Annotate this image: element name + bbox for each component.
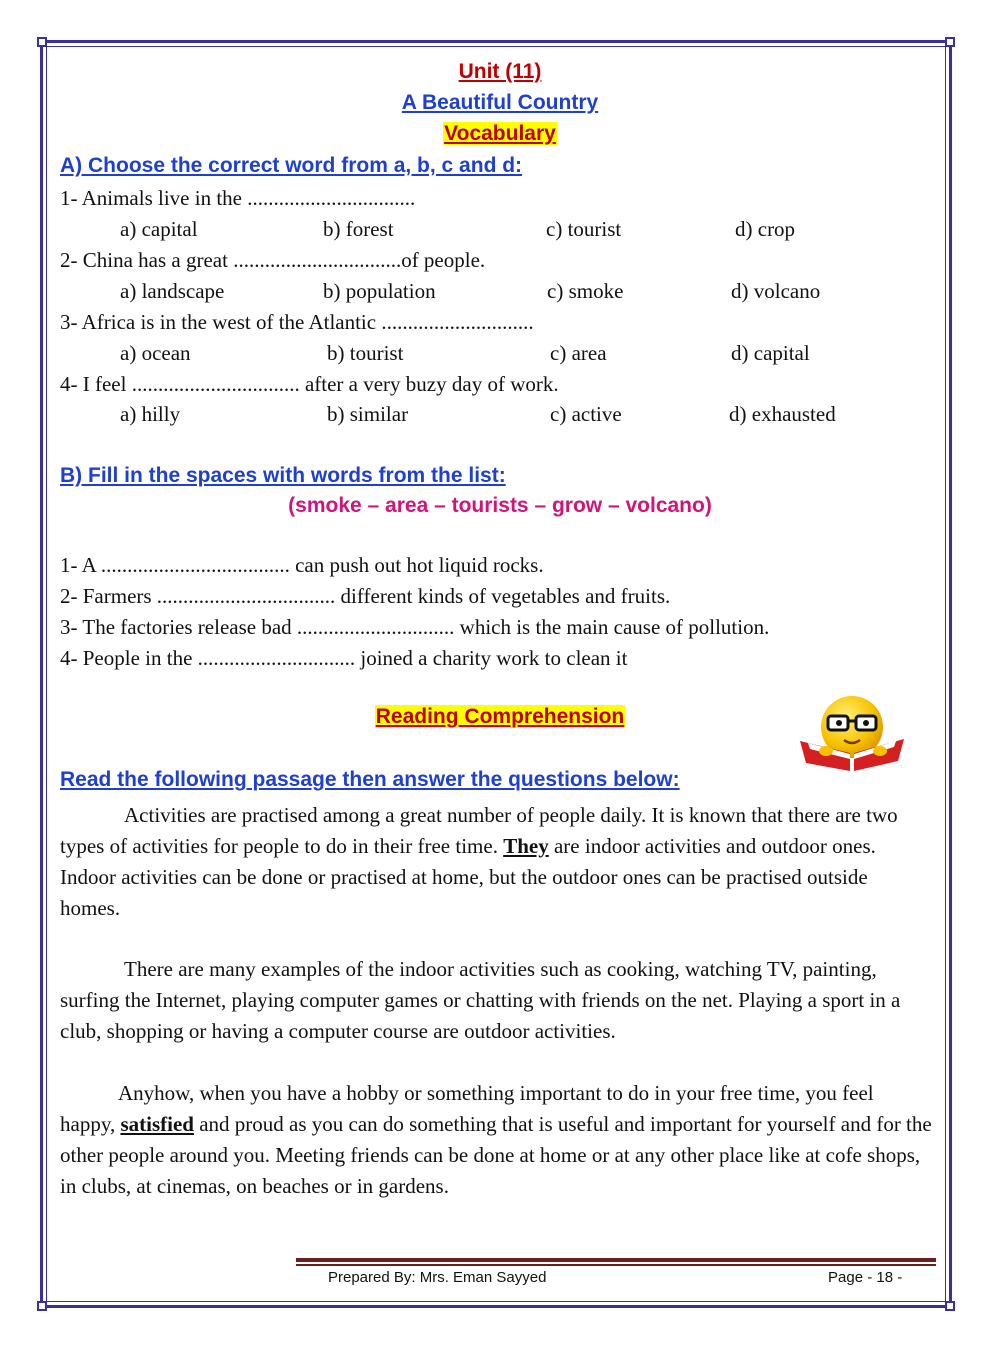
option-a: a) capital: [120, 217, 198, 241]
key-word-satisfied: satisfied: [120, 1112, 194, 1136]
option-b: b) tourist: [327, 341, 404, 365]
question-3: 3- Africa is in the west of the Atlantic .............................: [60, 310, 534, 334]
option-a: a) ocean: [120, 341, 191, 365]
section-b-heading: B) Fill in the spaces with words from the list:: [60, 464, 506, 487]
vocabulary-heading: Vocabulary: [444, 122, 556, 145]
passage-paragraph-1: Activities are practised among a great number of people daily. It is known that there are two types of activities for people to do in their free time. They are indoor activities and outdoor ones. Indoor activities can be done or practised at home, but the outdoor ones can be practised outside homes.: [60, 803, 898, 920]
unit-heading: Unit (11): [458, 60, 542, 83]
fill-item-1: 1- A .................................... can push out hot liquid rocks.: [60, 553, 544, 577]
option-b: b) similar: [327, 402, 409, 426]
question-1-options: [120, 217, 920, 243]
footer-rule: [296, 1258, 936, 1262]
question-4-options: [120, 402, 920, 428]
reading-instruction: Read the following passage then answer the questions below:: [60, 768, 680, 791]
frame-corner: [945, 1301, 955, 1311]
option-d: d) capital: [731, 341, 810, 365]
question-4: 4- I feel ................................ after a very buzy day of work.: [60, 372, 559, 396]
section-a-heading: A) Choose the correct word from a, b, c and d:: [60, 154, 523, 177]
question-1: 1- Animals live in the ................................: [60, 186, 416, 210]
option-d: d) volcano: [731, 279, 821, 303]
option-b: b) forest: [323, 217, 394, 241]
question-2: 2- China has a great ................................of people.: [60, 248, 486, 272]
word-list: (smoke – area – tourists – grow – volcano): [288, 494, 712, 517]
smiley-reading-book-icon: [796, 693, 908, 773]
option-c: c) smoke: [547, 279, 624, 303]
frame-corner: [37, 1301, 47, 1311]
option-a: a) landscape: [120, 279, 225, 303]
key-word-they: They: [503, 834, 549, 858]
option-c: c) tourist: [546, 217, 622, 241]
option-d: d) exhausted: [729, 402, 836, 426]
option-c: c) area: [550, 341, 607, 365]
fill-item-2: 2- Farmers .................................. different kinds of vegetables and fruits.: [60, 584, 671, 608]
footer-page-number: Page - 18 -: [828, 1269, 903, 1286]
option-a: a) hilly: [120, 402, 181, 426]
passage-paragraph-3: Anyhow, when you have a hobby or something important to do in your free time, you feel happy, satisfied and proud as you can do something that is useful and important for yourself and for the other people around you. Meeting friends can be done at home or at any other place like at cofe shops, in clubs, at cinemas, on beaches or in gardens.: [60, 1081, 932, 1198]
unit-title: A Beautiful Country: [401, 91, 599, 114]
option-c: c) active: [550, 402, 622, 426]
footer-rule-thin: [296, 1264, 936, 1266]
fill-item-3: 3- The factories release bad .............................. which is the main cause of pollution.: [60, 615, 770, 639]
footer-author: Prepared By: Mrs. Eman Sayyed: [328, 1269, 547, 1286]
question-2-options: [120, 279, 920, 305]
frame-corner: [945, 37, 955, 47]
fill-item-4: 4- People in the .............................. joined a charity work to clean it: [60, 646, 628, 670]
reading-heading: Reading Comprehension: [375, 705, 625, 728]
question-3-options: [120, 341, 920, 367]
option-d: d) crop: [735, 217, 796, 241]
passage-paragraph-2: There are many examples of the indoor activities such as cooking, watching TV, painting, surfing the Internet, playing computer games or chatting with friends on the net. Playing a sport in a club, shopping or having a computer course are outdoor activities.: [60, 957, 901, 1043]
option-b: b) population: [323, 279, 436, 303]
frame-corner: [37, 37, 47, 47]
